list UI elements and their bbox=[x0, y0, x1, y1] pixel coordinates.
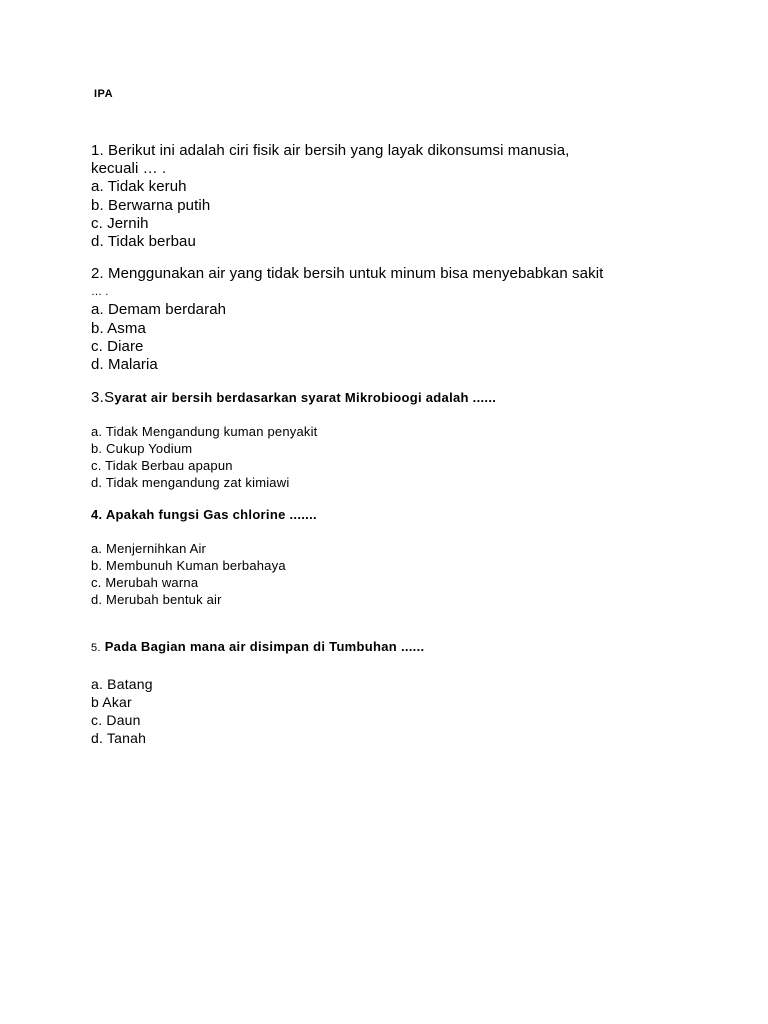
question-2-option-d: d. Malaria bbox=[91, 356, 158, 374]
question-1-option-d: d. Tidak berbau bbox=[91, 233, 196, 251]
question-3-option-c: c. Tidak Berbau apapun bbox=[91, 458, 233, 473]
question-5-option-b: b Akar bbox=[91, 694, 132, 710]
question-2-text-line-1: 2. Menggunakan air yang tidak bersih untuk minum bisa menyebabkan sakit bbox=[91, 265, 604, 282]
question-4-text: 4. Apakah fungsi Gas chlorine ....... bbox=[91, 507, 317, 522]
question-3-number: 3.S bbox=[91, 389, 115, 406]
question-5-option-d: d. Tanah bbox=[91, 730, 147, 746]
question-4-option-b: b. Membunuh Kuman berbahaya bbox=[91, 558, 286, 573]
question-5-options bbox=[91, 675, 424, 747]
question-5-number: 5. bbox=[91, 642, 101, 654]
question-2-option-c: c. Diare bbox=[91, 337, 144, 355]
question-4-options bbox=[91, 540, 317, 608]
question-5-option-a: a. Batang bbox=[91, 676, 153, 692]
question-3-stem: yarat air bersih berdasarkan syarat Mikrobioogi adalah ...... bbox=[114, 390, 497, 405]
question-1-text-line-1: 1. Berikut ini adalah ciri fisik air bersih yang layak dikonsumsi manusia, bbox=[91, 142, 570, 159]
question-4-option-d: d. Merubah bentuk air bbox=[91, 592, 222, 607]
question-3-option-a: a. Tidak Mengandung kuman penyakit bbox=[91, 424, 318, 439]
question-1-option-c: c. Jernih bbox=[91, 214, 149, 232]
subject-heading: IPA bbox=[94, 88, 114, 100]
question-3-option-b: b. Cukup Yodium bbox=[91, 441, 193, 456]
question-3-options bbox=[91, 423, 496, 491]
question-1-option-b: b. Berwarna putih bbox=[91, 196, 211, 214]
question-4-option-a: a. Menjernihkan Air bbox=[91, 541, 207, 556]
question-1-text-line-2: kecuali … . bbox=[91, 160, 167, 178]
question-5 bbox=[91, 638, 424, 747]
question-4-option-c: c. Merubah warna bbox=[91, 575, 199, 590]
question-1 bbox=[91, 142, 569, 251]
question-5-stem: Pada Bagian mana air disimpan di Tumbuhan ...... bbox=[104, 639, 425, 654]
question-2-text-line-2: … . bbox=[91, 286, 109, 299]
question-2-option-a: a. Demam berdarah bbox=[91, 301, 227, 319]
question-3 bbox=[91, 389, 496, 491]
question-3-text bbox=[91, 389, 496, 407]
question-2-option-b: b. Asma bbox=[91, 319, 146, 337]
question-5-text bbox=[91, 638, 424, 657]
question-1-option-a: a. Tidak keruh bbox=[91, 178, 187, 196]
question-2 bbox=[91, 265, 603, 374]
question-3-option-d: d. Tidak mengandung zat kimiawi bbox=[91, 475, 290, 490]
question-5-option-c: c. Daun bbox=[91, 712, 141, 728]
question-4 bbox=[91, 506, 317, 608]
